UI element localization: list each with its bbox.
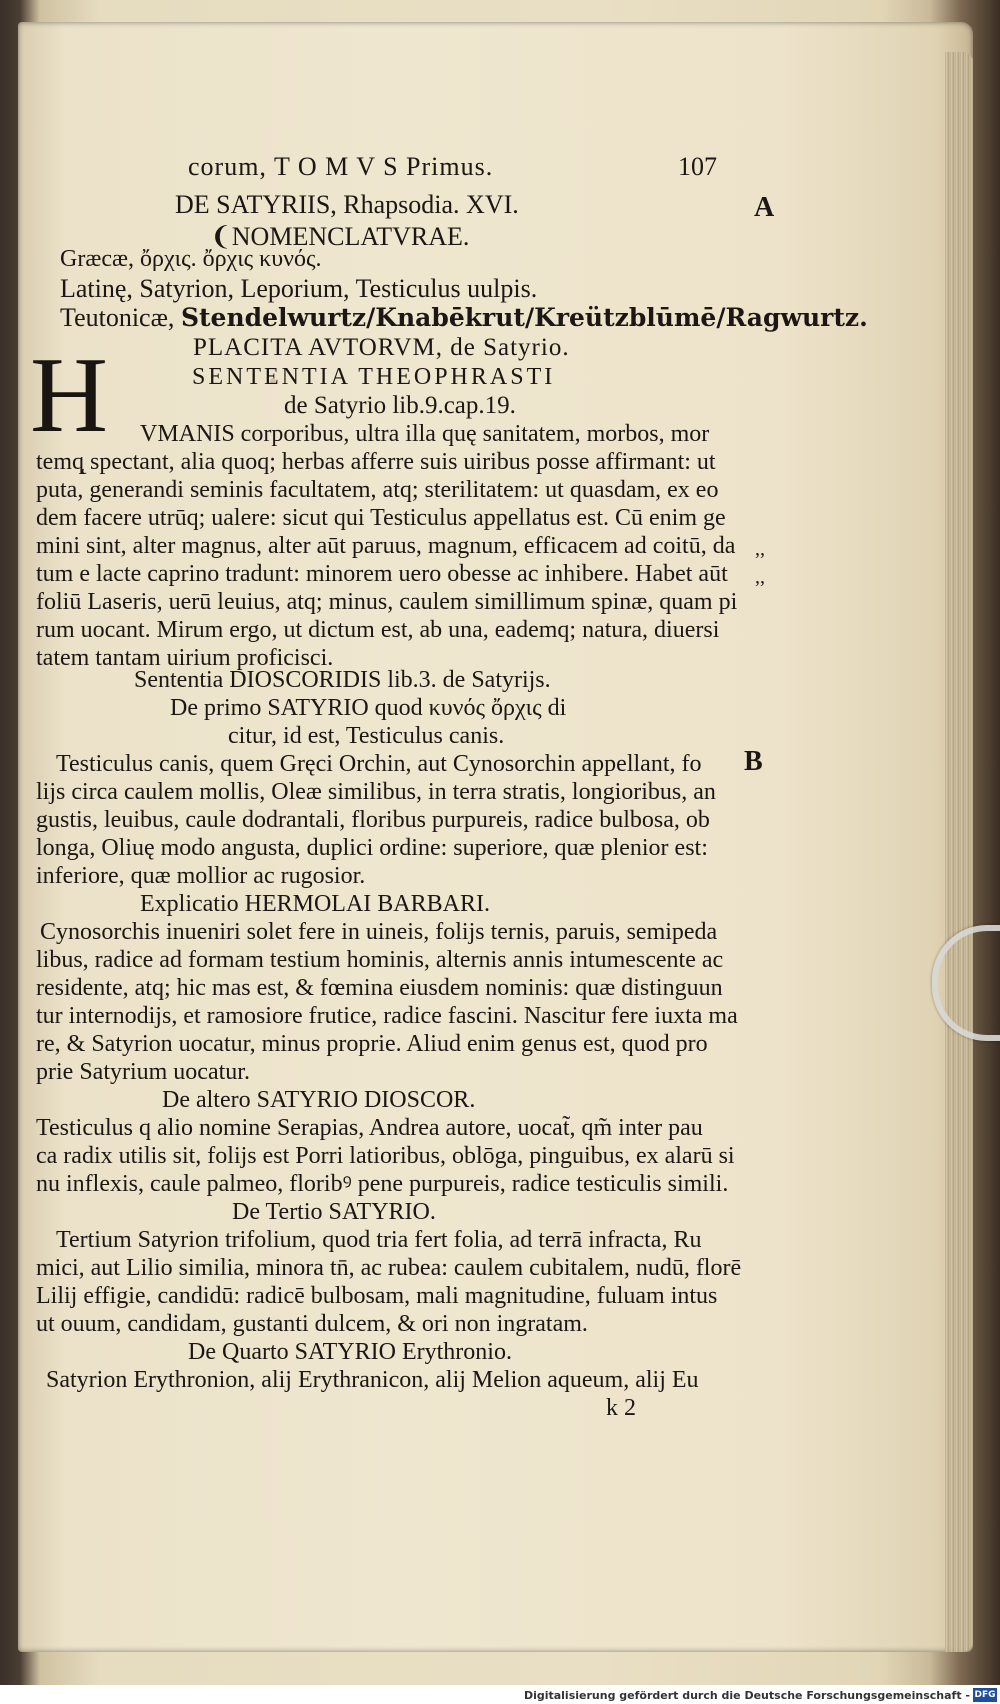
dioscorides-sub-2: citur, id est, Testiculus canis. bbox=[228, 723, 505, 749]
theophrastus-heading: SENTENTIA THEOPHRASTI bbox=[192, 364, 556, 390]
text-line: re, & Satyrion uocatur, minus proprie. Aliud enim genus est, quod pro bbox=[36, 1031, 708, 1057]
theophrastus-subheading: de Satyrio lib.9.cap.19. bbox=[284, 392, 516, 419]
text-line: Testiculus canis, quem Gręci Orchin, aut Cynosorchin appellant, fo bbox=[56, 751, 702, 777]
text-line: nu inflexis, caule palmeo, floribꝰ pene purpureis, radice testiculis simili. bbox=[36, 1171, 729, 1197]
text-line: gustis, leuibus, caule dodrantali, floribus purpureis, radice bulbosa, ob bbox=[36, 807, 710, 833]
dfg-logo: DFG bbox=[974, 1690, 996, 1700]
german-names bbox=[60, 303, 868, 333]
tertio-heading: De Tertio SATYRIO. bbox=[232, 1199, 436, 1225]
footer-credit: Digitalisierung gefördert durch die Deutsche Forschungsgemeinschaft - bbox=[523, 1689, 970, 1702]
text-line: Lilij effigie, candidū: radicē bulbosam, mali magnitudine, fuluam intus bbox=[36, 1283, 718, 1309]
text-line: tur internodijs, et ramosiore frutice, radice fascini. Nascitur fere iuxta ma bbox=[36, 1003, 738, 1029]
text-line: foliū Laseris, uerū leuius, atq; minus, caulem simillimum spinæ, quam pi bbox=[36, 589, 738, 615]
margin-letter-a: A bbox=[754, 192, 775, 223]
text-line: VMANIS corporibus, ultra illa quę sanitatem, morbos, mor bbox=[140, 421, 710, 447]
text-line: Satyrion Erythronion, alij Erythranicon, alij Melion aqueum, alij Eu bbox=[46, 1367, 699, 1393]
text-line: mini sint, alter magnus, alter aūt paruus, magnum, efficacem ad coitū, da bbox=[36, 533, 736, 559]
nomenclature-heading: ❨NOMENCLATVRAE. bbox=[210, 222, 470, 251]
text-line: Cynosorchis inueniri solet fere in uineis, folijs ternis, paruis, semipeda bbox=[40, 919, 718, 945]
text-line: puta, generandi seminis facultatem, atq; sterilitatem: ut quasdam, ex eo bbox=[36, 477, 719, 503]
german-names-blackletter: Stendelwurtz/Knabēkrut/Kreützblūmē/Ragwurtz. bbox=[180, 303, 868, 332]
altero-heading: De altero SATYRIO DIOSCOR. bbox=[162, 1087, 476, 1113]
text-line: lijs circa caulem mollis, Oleæ similibus, in terra stratis, longioribus, an bbox=[36, 779, 716, 805]
running-head: corum, T O M V S Primus. bbox=[188, 152, 494, 181]
page-edges bbox=[945, 52, 973, 1652]
signature-mark: k 2 bbox=[606, 1395, 636, 1421]
quarto-heading: De Quarto SATYRIO Erythronio. bbox=[188, 1339, 512, 1365]
text-line: residente, atq; hic mas est, & fœmina eiusdem nominis: quæ distinguun bbox=[36, 975, 723, 1001]
text-line: longa, Oliuę modo angusta, duplici ordine: superiore, quæ plenior est: bbox=[36, 835, 708, 861]
text-line: temq̨ spectant, alia quoq; herbas afferre suis uiribus posse affirmant: ut bbox=[36, 449, 716, 475]
greek-names: Græcæ, ὄρχις. ὄρχις κυνός. bbox=[60, 246, 322, 272]
chapter-title: DE SATYRIIS, Rhapsodia. XVI. bbox=[175, 190, 519, 219]
text-line: tatem tantam uirium proficisci. bbox=[36, 645, 334, 671]
drop-cap: H bbox=[30, 336, 108, 455]
text-line: ut ouum, candidam, gustanti dulcem, & ori non ingratam. bbox=[36, 1311, 588, 1337]
digitization-footer bbox=[0, 1685, 1000, 1704]
latin-names: Latinę, Satyrion, Leporium, Testiculus uulpis. bbox=[60, 274, 538, 303]
text-line: Tertium Satyrion trifolium, quod tria fert folia, ad terrā infracta, Ru bbox=[56, 1227, 702, 1253]
text-line: libus, radice ad formam testium hominis, alternis annis intumescente ac bbox=[36, 947, 724, 973]
text-line: dem facere utrūq; ualere: sicut qui Testiculus appellatus est. Cū enim ge bbox=[36, 505, 726, 531]
text-line: tum e lacte caprino tradunt: minorem uero obesse ac inhibere. Habet aūt bbox=[36, 561, 728, 587]
german-names-prefix: Teutonicæ, bbox=[60, 303, 181, 332]
text-line: ca radix utilis sit, folijs est Porri latioribus, oblōga, pinguibus, ex alarū si bbox=[36, 1143, 735, 1169]
text-line: Testiculus q alio nomine Serapias, Andrea autore, uocat̃, qm̃ inter pau bbox=[36, 1115, 703, 1141]
text-line: mici, aut Lilio similia, minora tn̄, ac rubea: caulem cubitalem, nudū, florē bbox=[36, 1255, 742, 1281]
placita-heading: PLACITA AVTORVM, de Satyrio. bbox=[193, 334, 570, 361]
text-line: rum uocant. Mirum ergo, ut dictum est, ab una, eademq; natura, diuersi bbox=[36, 617, 720, 643]
page-number: 107 bbox=[678, 152, 717, 181]
margin-quote-mark: ,, bbox=[755, 566, 765, 588]
margin-quote-mark: ,, bbox=[755, 538, 765, 560]
margin-letter-b: B bbox=[744, 746, 763, 777]
hermolaus-heading: Explicatio HERMOLAI BARBARI. bbox=[140, 891, 490, 917]
dioscorides-sub-1: De primo SATYRIO quod κυνός ὄρχις di bbox=[170, 695, 567, 721]
text-line: inferiore, quæ mollior ac rugosior. bbox=[36, 863, 366, 889]
dioscorides-heading: Sententia DIOSCORIDIS lib.3. de Satyrijs. bbox=[134, 667, 551, 693]
text-line: prie Satyrium uocatur. bbox=[36, 1059, 250, 1085]
